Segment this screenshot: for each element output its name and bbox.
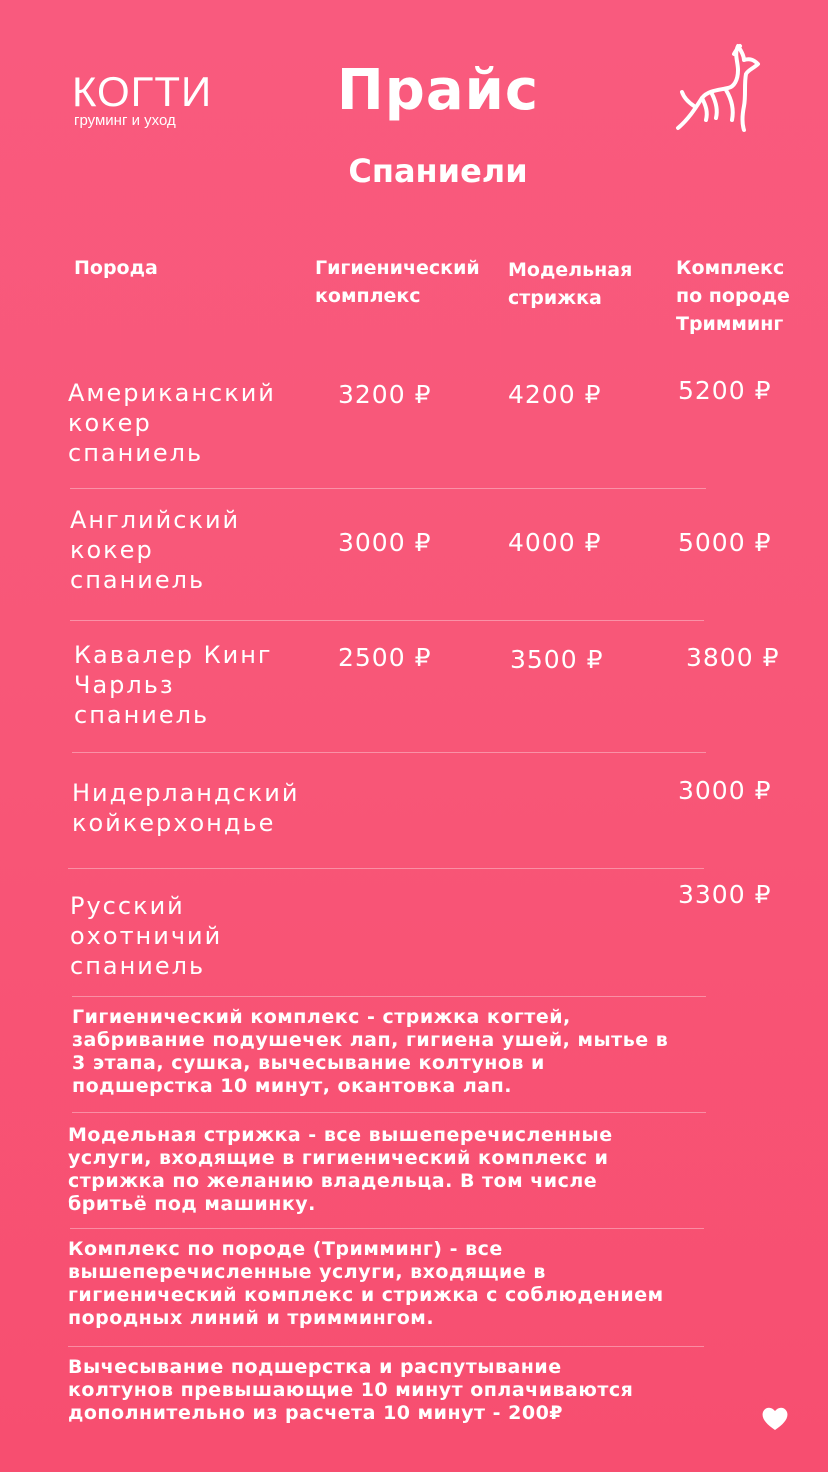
header-hygiene bbox=[315, 254, 480, 310]
note-divider bbox=[68, 1346, 704, 1347]
price-complex: 3000 ₽ bbox=[678, 776, 772, 805]
breed-name bbox=[68, 378, 276, 468]
breed-name bbox=[70, 891, 222, 981]
row-divider bbox=[72, 752, 706, 753]
breed-line: койкерхондье bbox=[72, 809, 276, 837]
header-breed: Порода bbox=[74, 257, 158, 279]
note-line: колтунов превышающие 10 минут оплачиваются bbox=[68, 1379, 634, 1401]
price-hygiene: 2500 ₽ bbox=[338, 643, 432, 672]
brand-tagline: груминг и уход bbox=[74, 112, 176, 129]
note-divider bbox=[70, 1228, 704, 1229]
note-extra bbox=[68, 1356, 633, 1425]
breed-name bbox=[72, 778, 299, 838]
breed-name bbox=[70, 505, 240, 595]
price-complex: 3300 ₽ bbox=[678, 880, 772, 909]
breed-line: спаниель bbox=[74, 701, 210, 729]
note-line: забривание подушечек лап, гигиена ушей, мытье в bbox=[72, 1029, 669, 1051]
price-model: 4000 ₽ bbox=[508, 528, 602, 557]
brand-name: КОГТИ bbox=[72, 68, 213, 115]
note-model bbox=[68, 1124, 613, 1216]
note-line: услуги, входящие в гигиенический комплекс и bbox=[68, 1147, 609, 1169]
price-hygiene: 3200 ₽ bbox=[338, 380, 432, 409]
breed-line: кокер bbox=[70, 536, 154, 564]
note-line: 3 этапа, сушка, вычесывание колтунов и bbox=[72, 1052, 545, 1074]
note-line: подшерстка 10 минут, окантовка лап. bbox=[72, 1075, 512, 1097]
header-complex bbox=[676, 254, 790, 338]
note-line: Модельная стрижка - все вышеперечисленные bbox=[68, 1124, 613, 1146]
breed-line: Нидерландский bbox=[72, 779, 300, 807]
note-line: бритьё под машинку. bbox=[68, 1193, 316, 1215]
note-line: породных линий и триммингом. bbox=[68, 1307, 435, 1329]
page-subtitle: Спаниели bbox=[348, 152, 528, 190]
note-line: Вычесывание подшерстка и распутывание bbox=[68, 1356, 562, 1378]
breed-line: Чарльз bbox=[74, 671, 175, 699]
breed-line: Кавалер Кинг bbox=[74, 641, 273, 669]
header-hygiene-line: Гигиенический bbox=[315, 257, 480, 279]
row-divider bbox=[68, 868, 704, 869]
header-complex-line: Тримминг bbox=[676, 313, 784, 335]
breed-line: спаниель bbox=[70, 566, 206, 594]
note-divider bbox=[72, 1112, 706, 1113]
note-line: дополнительно из расчета 10 минут - 200₽ bbox=[68, 1402, 564, 1424]
price-complex: 5200 ₽ bbox=[678, 376, 772, 405]
breed-line: спаниель bbox=[68, 439, 204, 467]
breed-line: Американский bbox=[68, 379, 276, 407]
breed-line: охотничий bbox=[70, 922, 223, 950]
header-model-line: стрижка bbox=[508, 287, 602, 309]
note-hygiene bbox=[72, 1006, 668, 1098]
header-complex-line: Комплекс bbox=[676, 257, 785, 279]
breed-name bbox=[74, 640, 273, 730]
heart-icon bbox=[760, 1404, 790, 1432]
row-divider bbox=[70, 488, 706, 489]
price-model: 4200 ₽ bbox=[508, 380, 602, 409]
note-line: Гигиенический комплекс - стрижка когтей, bbox=[72, 1006, 571, 1028]
row-divider bbox=[70, 620, 704, 621]
page-title: Прайс bbox=[336, 58, 540, 123]
breed-line: Русский bbox=[70, 892, 185, 920]
dog-logo-icon bbox=[672, 40, 772, 135]
price-model: 3500 ₽ bbox=[510, 645, 604, 674]
breed-line: Английский bbox=[70, 506, 241, 534]
note-line: гигиенический комплекс и стрижка с соблюдением bbox=[68, 1284, 664, 1306]
price-complex: 3800 ₽ bbox=[686, 643, 780, 672]
row-divider bbox=[72, 996, 706, 997]
header-model-line: Модельная bbox=[508, 259, 633, 281]
price-hygiene: 3000 ₽ bbox=[338, 528, 432, 557]
note-complex bbox=[68, 1238, 664, 1330]
header-model bbox=[508, 256, 632, 312]
header-complex-line: по породе bbox=[676, 285, 790, 307]
breed-line: кокер bbox=[68, 409, 152, 437]
note-line: вышеперечисленные услуги, входящие в bbox=[68, 1261, 546, 1283]
header-hygiene-line: комплекс bbox=[315, 285, 421, 307]
breed-line: спаниель bbox=[70, 952, 206, 980]
note-line: стрижка по желанию владельца. В том числе bbox=[68, 1170, 598, 1192]
price-complex: 5000 ₽ bbox=[678, 528, 772, 557]
note-line: Комплекс по породе (Тримминг) - все bbox=[68, 1238, 503, 1260]
